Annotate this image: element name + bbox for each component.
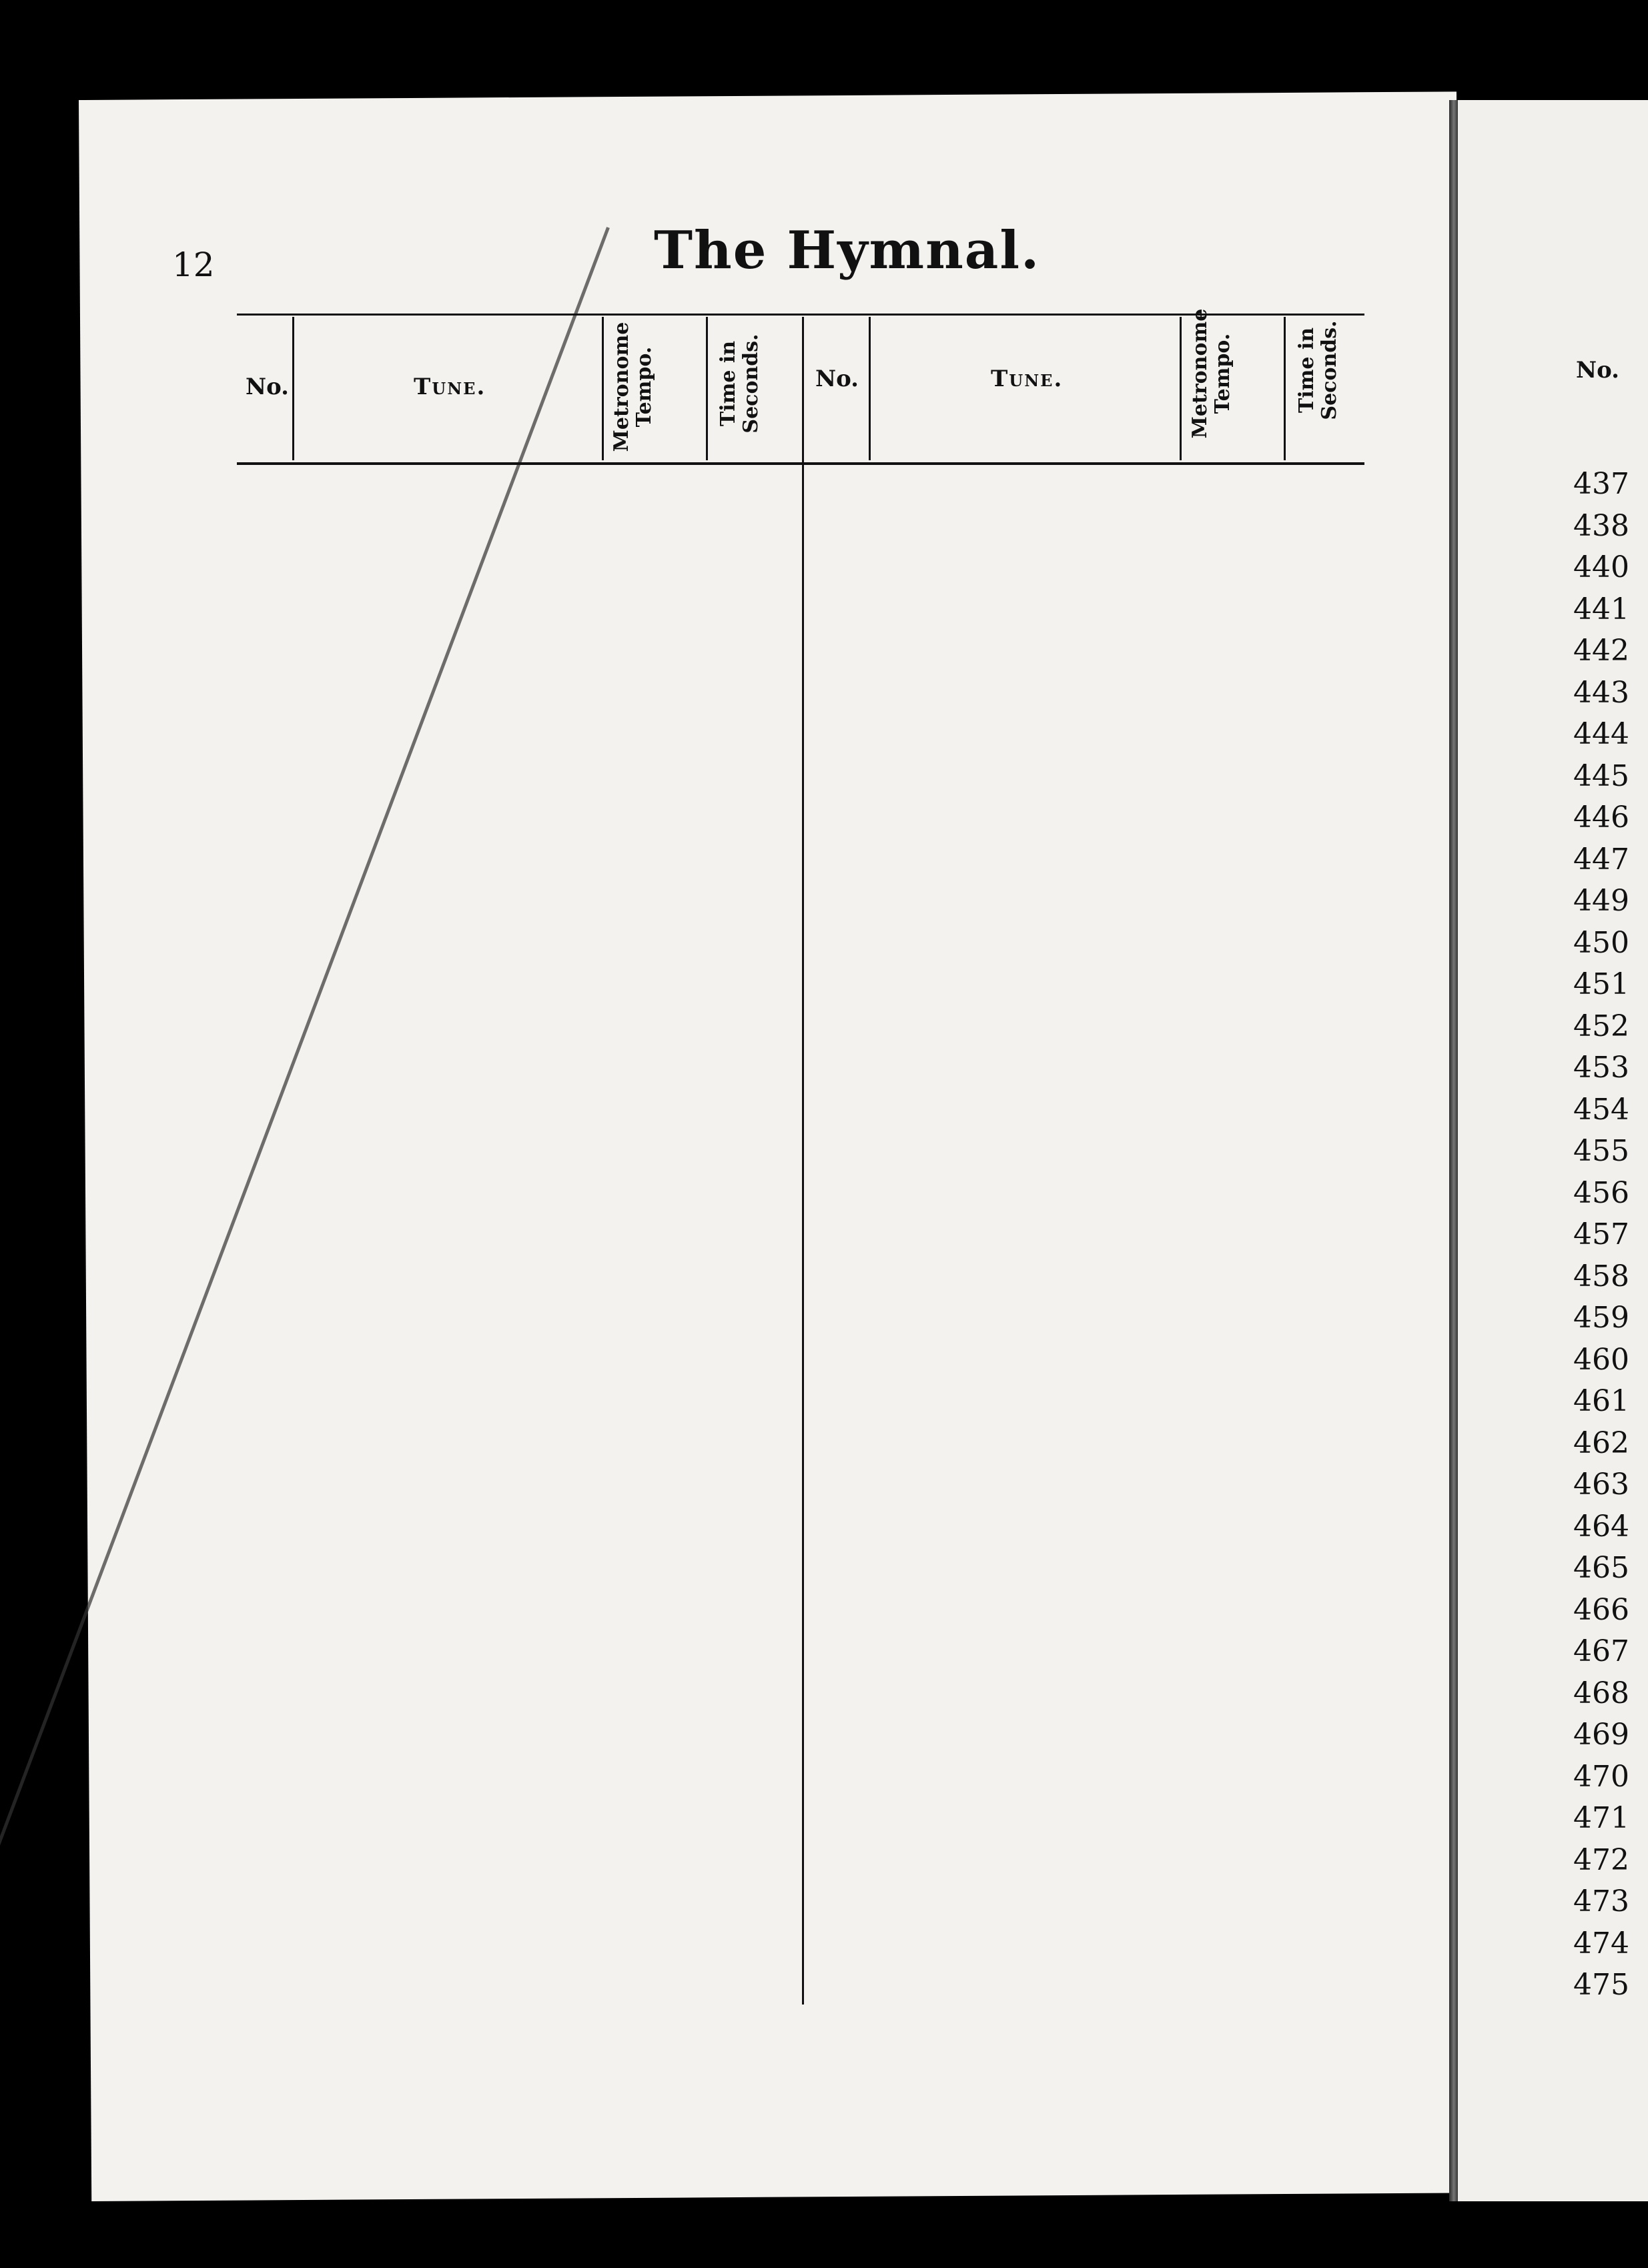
edge-hymn-number: 446 — [1573, 800, 1629, 834]
edge-hymn-number: 453 — [1573, 1051, 1629, 1085]
header-no: No. — [246, 374, 289, 400]
col-rule — [602, 317, 604, 460]
edge-hymn-number: 452 — [1573, 1009, 1629, 1043]
edge-hymn-number: 438 — [1573, 508, 1629, 543]
edge-hymn-number: 437 — [1573, 467, 1629, 501]
edge-header-no: No. — [1576, 357, 1619, 384]
edge-hymn-number: 440 — [1573, 550, 1629, 584]
col-rule — [292, 317, 294, 460]
edge-hymn-number: 461 — [1573, 1384, 1629, 1418]
edge-hymn-number: 464 — [1573, 1509, 1629, 1544]
header-tune: Tune. — [991, 366, 1064, 392]
edge-hymn-number: 451 — [1573, 967, 1629, 1001]
pencil-line — [0, 227, 610, 2026]
header-tempo: Metronome Tempo. — [610, 322, 656, 452]
header-bottom-rule — [237, 462, 1364, 465]
edge-hymn-number: 459 — [1573, 1301, 1629, 1335]
edge-hymn-number: 442 — [1573, 634, 1629, 668]
book-gutter — [1449, 100, 1459, 2201]
edge-hymn-number: 447 — [1573, 842, 1629, 877]
header-time: Time in Seconds. — [717, 334, 763, 434]
edge-hymn-number: 463 — [1573, 1468, 1629, 1502]
edge-hymn-number: 457 — [1573, 1217, 1629, 1251]
edge-hymn-number: 456 — [1573, 1175, 1629, 1210]
page-number: 12 — [172, 245, 215, 284]
edge-hymn-number: 469 — [1573, 1718, 1629, 1752]
page-title: The Hymnal. — [654, 220, 1041, 281]
col-divider — [802, 317, 804, 2005]
edge-hymn-number: 466 — [1573, 1592, 1629, 1627]
edge-hymn-number: 475 — [1573, 1968, 1629, 2002]
edge-hymn-number: 449 — [1573, 884, 1629, 918]
edge-hymn-number: 472 — [1573, 1842, 1629, 1877]
edge-hymn-number: 458 — [1573, 1259, 1629, 1293]
edge-hymn-number: 455 — [1573, 1134, 1629, 1168]
header-time: Time in Seconds. — [1295, 320, 1341, 420]
edge-hymn-number: 467 — [1573, 1634, 1629, 1668]
edge-hymn-number: 468 — [1573, 1676, 1629, 1710]
edge-hymn-number: 465 — [1573, 1551, 1629, 1585]
edge-hymn-number: 441 — [1573, 592, 1629, 626]
edge-hymn-number: 471 — [1573, 1801, 1629, 1835]
header-no: No. — [815, 366, 859, 392]
edge-hymn-number: 470 — [1573, 1759, 1629, 1794]
edge-hymn-number: 460 — [1573, 1342, 1629, 1377]
edge-hymn-number: 454 — [1573, 1092, 1629, 1127]
edge-hymn-number: 445 — [1573, 758, 1629, 793]
header-tempo: Metronome Tempo. — [1188, 308, 1234, 439]
header-tune: Tune. — [414, 374, 486, 400]
edge-hymn-number: 474 — [1573, 1926, 1629, 1960]
hymnal-page — [79, 91, 1469, 2201]
edge-hymn-number: 462 — [1573, 1426, 1629, 1460]
edge-hymn-number: 450 — [1573, 925, 1629, 960]
edge-hymn-number: 473 — [1573, 1884, 1629, 1918]
col-rule — [1180, 317, 1182, 460]
edge-hymn-number: 443 — [1573, 675, 1629, 710]
col-rule — [1284, 317, 1286, 460]
edge-hymn-number: 444 — [1573, 717, 1629, 751]
col-rule — [706, 317, 708, 460]
col-rule — [869, 317, 871, 460]
